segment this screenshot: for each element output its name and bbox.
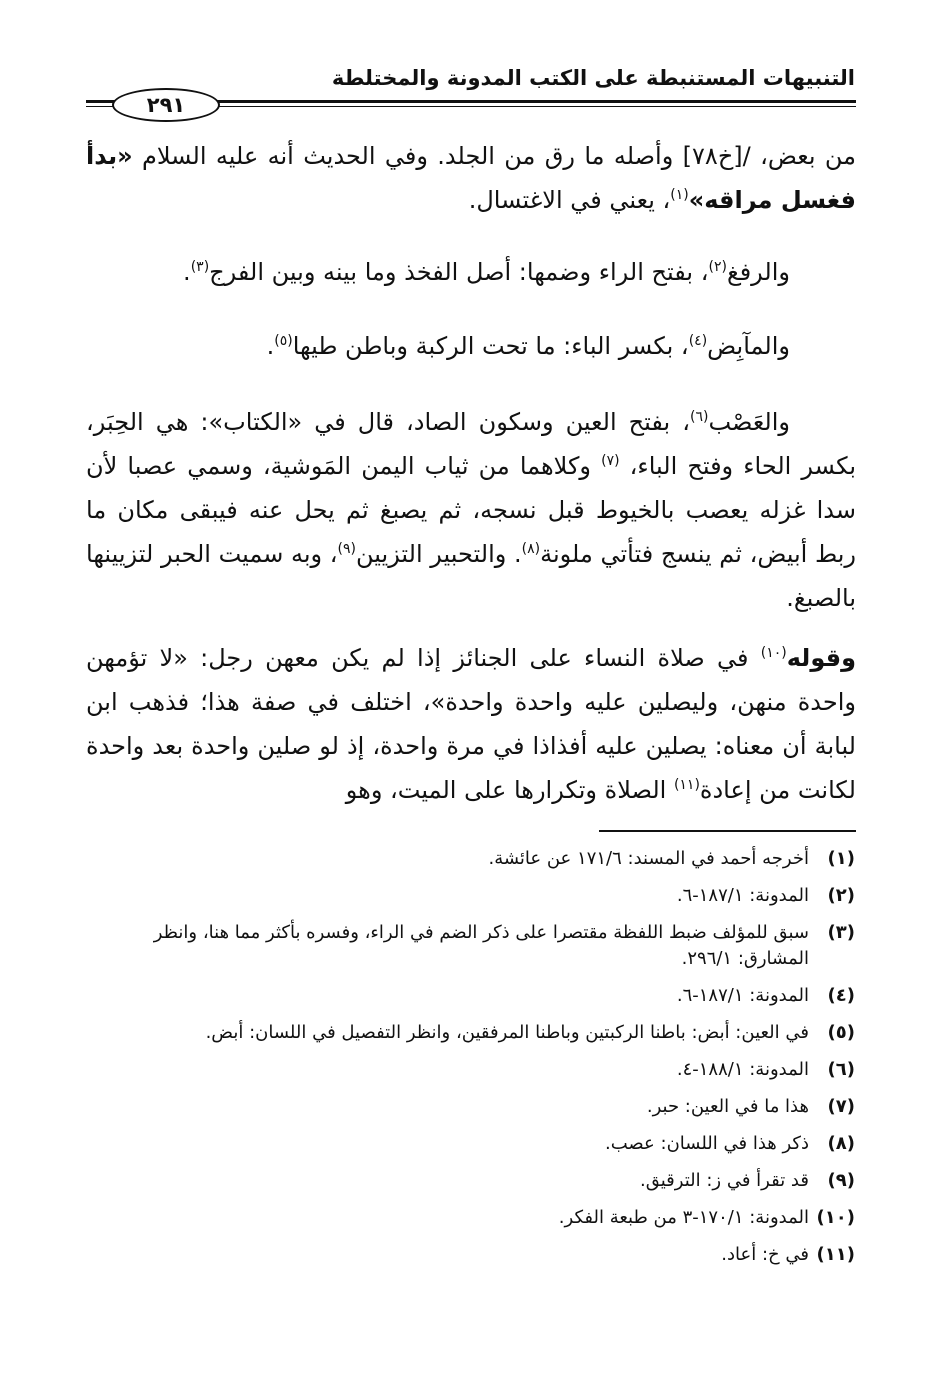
footnote-text: المدونة: ١٧٠/١-٣ من طبعة الفكر. xyxy=(558,1207,809,1228)
footnote-number: (١١) xyxy=(816,1244,855,1265)
text-span: والعَصْب xyxy=(708,408,790,436)
footnote-ref: (٥) xyxy=(274,333,293,349)
footnote xyxy=(80,1131,855,1157)
text-span: ، يعني في الاغتسال. xyxy=(468,186,671,214)
footnote-number: (٩) xyxy=(827,1170,855,1191)
footnote-ref: (٧) xyxy=(601,453,620,469)
footnote-number: (١٠) xyxy=(816,1207,855,1228)
footnote-ref: (٩) xyxy=(337,541,356,557)
footnote-number: (٥) xyxy=(827,1022,855,1043)
footnote-ref: (٢) xyxy=(708,259,727,275)
footnote-text: سبق للمؤلف ضبط اللفظة مقتصرا على ذكر الضم في الراء، وفسره بأكثر مما هنا، وانظر المشارق: ٢٩٦/١. xyxy=(153,922,809,969)
footnote-ref: (١٠) xyxy=(760,645,787,661)
text-span: . xyxy=(183,258,191,286)
footnote-ref: (١١) xyxy=(673,777,700,793)
footnote-number: (٤) xyxy=(827,985,855,1006)
footnote-text: المدونة: ١٨٧/١-٦. xyxy=(676,885,809,906)
footnote-ref: (٨) xyxy=(521,541,541,557)
lead-word: وقوله xyxy=(786,644,856,672)
footnote xyxy=(80,1205,855,1231)
footnote-number: (٦) xyxy=(827,1059,855,1080)
footnote xyxy=(80,1094,855,1120)
footnote-ref: (٦) xyxy=(690,409,709,425)
footnote-text: المدونة: ١٨٧/١-٦. xyxy=(676,985,809,1006)
footnote-number: (٧) xyxy=(827,1096,855,1117)
footnote xyxy=(80,1020,855,1046)
footnote-ref: (٣) xyxy=(190,259,210,275)
paragraph-2 xyxy=(86,250,856,294)
footnote xyxy=(80,883,855,909)
paragraph-4 xyxy=(86,400,856,620)
text-span: من بعض، /[خ٧٨] وأصله ما رق من الجلد. وفي الحديث أنه عليه السلام xyxy=(132,142,856,170)
footnote-number: (٨) xyxy=(827,1133,855,1154)
text-span: ، بفتح العين وسكون الصاد، قال في «الكتاب»: هي الحِبَر، بكسر الحاء وفتح الباء، xyxy=(86,408,856,480)
footnote-text: في العين: أبض: باطنا الركبتين وباطنا المرفقين، وانظر التفصيل في اللسان: أبض. xyxy=(205,1022,809,1043)
running-title: التنبيهات المستنبطة على الكتب المدونة والمختلطة xyxy=(331,66,855,90)
footnote xyxy=(80,920,855,972)
footnote-text: المدونة: ١٨٨/١-٤. xyxy=(676,1059,809,1080)
text-span: في صلاة النساء على الجنائز إذا لم يكن معهن رجل: «لا تؤمهن واحدة منهن، وليصلين عليه واحدة واحدة»، اختلف في صفة هذا؛ فذهب ابن لبابة أن معناه: يصلين عليه أفذاذا في مرة واحدة، إذ لو صلين واحدة بعد واحدة لكانت من إعادة xyxy=(86,644,856,804)
footnote-text: ذكر هذا في اللسان: عصب. xyxy=(605,1133,809,1154)
footnote xyxy=(80,846,855,872)
text-span: ، وبه سميت الحبر لتزيينها بالصبغ. xyxy=(86,540,856,612)
page-number: ٢٩١ xyxy=(112,88,220,122)
footnote-text: في خ: أعاد. xyxy=(721,1244,809,1265)
paragraph-3 xyxy=(86,324,856,368)
text-span: وكلاهما من ثياب اليمن المَوشية، وسمي عصبا لأن سدا غزله يعصب بالخيوط قبل نسجه، ثم يصبغ ثم يحل عنه فيبقى مكان ما ربط أبيض، ثم ينسج فتأتي ملونة xyxy=(86,452,857,568)
text-span: . والتحبير التزيين xyxy=(356,540,522,568)
footnote-text: هذا ما في العين: حبر. xyxy=(646,1096,809,1117)
footnote-number: (١) xyxy=(827,848,855,869)
footnote-number: (٣) xyxy=(827,922,855,943)
footnote-ref: (٤) xyxy=(688,333,708,349)
paragraph-1 xyxy=(86,134,856,222)
footnote-number: (٢) xyxy=(827,885,855,906)
paragraph-5 xyxy=(86,636,856,812)
text-span: . xyxy=(266,332,275,360)
footnote xyxy=(80,1242,855,1268)
footnote xyxy=(80,1168,855,1194)
hadith-quote: «بدأ فغسل مراقه» xyxy=(86,142,856,214)
text-span: والمآبِض xyxy=(707,332,790,360)
text-span: والرفغ xyxy=(726,258,790,286)
footnote-text: قد تقرأ في ز: الترقيق. xyxy=(640,1170,809,1191)
footnote-text: أخرجه أحمد في المسند: ١٧١/٦ عن عائشة. xyxy=(488,848,809,869)
text-span: الصلاة وتكرارها على الميت، وهو xyxy=(345,776,674,804)
footnote xyxy=(80,1057,855,1083)
footnote-ref: (١) xyxy=(670,187,689,203)
text-span: ، بكسر الباء: ما تحت الركبة وباطن طيها xyxy=(292,332,689,360)
footnotes-list xyxy=(80,846,855,1279)
text-span: ، بفتح الراء وضمها: أصل الفخذ وما بينه وبين الفرج xyxy=(209,258,709,286)
footnote-separator xyxy=(599,830,856,832)
footnote xyxy=(80,983,855,1009)
